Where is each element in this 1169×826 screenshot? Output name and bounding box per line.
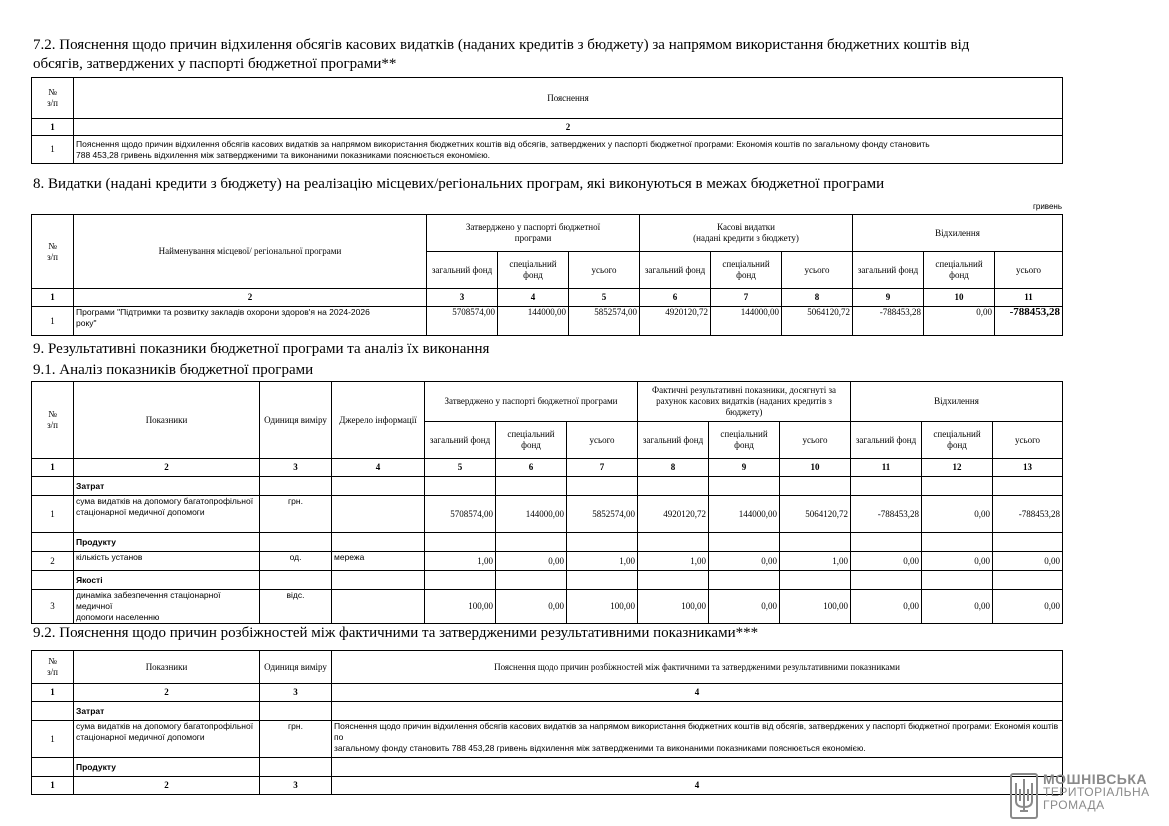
col-number: 11 bbox=[995, 289, 1063, 307]
table-row bbox=[32, 307, 1063, 336]
value-cell: 5708574,00 bbox=[425, 496, 496, 533]
header-explanation: Пояснення щодо причин розбіжностей між фактичними та затвердженими результативними показниками bbox=[332, 651, 1063, 684]
header-general-fund: загальний фонд bbox=[853, 252, 924, 289]
col-number: 8 bbox=[638, 459, 709, 477]
header-total: усього bbox=[782, 252, 853, 289]
section-7-2-title: 7.2. Пояснення щодо причин відхилення обсягів касових видатків (наданих кредитів з бюджету) за напрямом використання бюджетних коштів від обсягів, затверджених у паспорті бюджетної програми** bbox=[33, 37, 970, 72]
value-cell: 0,00 bbox=[993, 552, 1063, 571]
row-number: 1 bbox=[32, 721, 74, 758]
header-total: усього bbox=[569, 252, 640, 289]
row-number: 3 bbox=[32, 590, 74, 624]
col-number: 3 bbox=[260, 459, 332, 477]
value-cell: 0,00 bbox=[709, 552, 780, 571]
col-number: 2 bbox=[74, 459, 260, 477]
value-cell: 5852574,00 bbox=[569, 307, 640, 336]
group-row bbox=[32, 758, 1063, 777]
col-number: 3 bbox=[260, 684, 332, 702]
header-special-fund: спеціальний фонд bbox=[496, 422, 567, 459]
value-cell: 5064120,72 bbox=[780, 496, 851, 533]
col-number: 7 bbox=[567, 459, 638, 477]
table-row bbox=[32, 496, 1063, 533]
value-cell: 144000,00 bbox=[498, 307, 569, 336]
row-number: 1 bbox=[32, 307, 74, 336]
header-special-fund: спеціальний фонд bbox=[711, 252, 782, 289]
col-number: 9 bbox=[709, 459, 780, 477]
col-number: 2 bbox=[74, 289, 427, 307]
header-special-fund: спеціальний фонд bbox=[709, 422, 780, 459]
value-cell: 0,00 bbox=[709, 590, 780, 624]
value-cell: 0,00 bbox=[851, 590, 922, 624]
group-label: Затрат bbox=[74, 702, 260, 721]
section-8-title: 8. Видатки (надані кредити з бюджету) на реалізацію місцевих/регіональних програм, які виконуються в межах бюджетної програми bbox=[33, 176, 885, 192]
col-number: 3 bbox=[260, 777, 332, 795]
header-unit: Одиниця виміру bbox=[260, 382, 332, 459]
section-9-2-title: 9.2. Пояснення щодо причин розбіжностей між фактичними та затвердженими результативними показниками*** bbox=[33, 625, 759, 641]
value-cell: 144000,00 bbox=[709, 496, 780, 533]
group-row bbox=[32, 533, 1063, 552]
indicator-name: динаміка забезпечення стаціонарної медичної допомоги населенню bbox=[74, 590, 260, 624]
header-total: усього bbox=[780, 422, 851, 459]
header-general-fund: загальний фонд bbox=[427, 252, 498, 289]
group-row bbox=[32, 477, 1063, 496]
group-row bbox=[32, 702, 1063, 721]
col-number: 2 bbox=[74, 119, 1063, 136]
col-number: 2 bbox=[74, 684, 260, 702]
header-source: Джерело інформації bbox=[332, 382, 425, 459]
col-number: 4 bbox=[498, 289, 569, 307]
col-number: 1 bbox=[32, 289, 74, 307]
value-cell: 1,00 bbox=[567, 552, 638, 571]
indicator-name: кількість установ bbox=[74, 552, 260, 571]
community-logo bbox=[1010, 771, 1160, 821]
value-cell: 4920120,72 bbox=[638, 496, 709, 533]
value-cell: 100,00 bbox=[567, 590, 638, 624]
table-8 bbox=[31, 214, 1063, 336]
indicator-unit: грн. bbox=[260, 721, 332, 758]
col-number: 10 bbox=[924, 289, 995, 307]
row-number: 1 bbox=[32, 496, 74, 533]
col-number: 1 bbox=[32, 684, 74, 702]
col-number: 11 bbox=[851, 459, 922, 477]
col-number: 2 bbox=[74, 777, 260, 795]
value-cell: -788453,28 bbox=[851, 496, 922, 533]
col-number: 4 bbox=[332, 684, 1063, 702]
group-label: Продукту bbox=[74, 533, 260, 552]
value-cell: 1,00 bbox=[638, 552, 709, 571]
table-9-2 bbox=[31, 650, 1063, 795]
col-number: 4 bbox=[332, 459, 425, 477]
indicator-source bbox=[332, 496, 425, 533]
value-cell: -788453,28 bbox=[995, 307, 1063, 336]
header-indicators: Показники bbox=[74, 382, 260, 459]
logo-line-3: ГРОМАДА bbox=[1043, 798, 1105, 812]
header-approved: Затверджено у паспорті бюджетної програми bbox=[425, 382, 638, 422]
table-7-2 bbox=[31, 77, 1063, 164]
header-general-fund: загальний фонд bbox=[425, 422, 496, 459]
value-cell: 144000,00 bbox=[496, 496, 567, 533]
group-row bbox=[32, 571, 1063, 590]
value-cell: 5708574,00 bbox=[427, 307, 498, 336]
header-cash: Касові видатки (надані кредити з бюджету) bbox=[640, 215, 853, 252]
col-number: 6 bbox=[640, 289, 711, 307]
value-cell: 0,00 bbox=[496, 590, 567, 624]
trident-icon bbox=[1010, 773, 1038, 819]
group-label: Якості bbox=[74, 571, 260, 590]
table-row bbox=[32, 721, 1063, 758]
value-cell: 100,00 bbox=[780, 590, 851, 624]
header-no: № з/п bbox=[32, 651, 74, 684]
header-special-fund: спеціальний фонд bbox=[498, 252, 569, 289]
indicator-source bbox=[332, 590, 425, 624]
header-total: усього bbox=[993, 422, 1063, 459]
section-9-1-title: 9.1. Аналіз показників бюджетної програми bbox=[33, 362, 314, 378]
value-cell: 0,00 bbox=[851, 552, 922, 571]
indicator-name: сума видатків на допомогу багатопрофільної стаціонарної медичної допомоги bbox=[74, 496, 260, 533]
header-general-fund: загальний фонд bbox=[638, 422, 709, 459]
header-no: № з/п bbox=[32, 382, 74, 459]
logo-line-2: ТЕРИТОРІАЛЬНА bbox=[1043, 785, 1150, 799]
header-explanation: Пояснення bbox=[74, 78, 1063, 119]
header-deviation: Відхилення bbox=[851, 382, 1063, 422]
header-total: усього bbox=[567, 422, 638, 459]
value-cell: 5852574,00 bbox=[567, 496, 638, 533]
header-program-name: Найменування місцевої/ регіональної програми bbox=[74, 215, 427, 289]
indicator-unit: од. bbox=[260, 552, 332, 571]
header-general-fund: загальний фонд bbox=[640, 252, 711, 289]
col-number: 5 bbox=[425, 459, 496, 477]
col-number: 3 bbox=[427, 289, 498, 307]
header-unit: Одиниця виміру bbox=[260, 651, 332, 684]
header-no: № з/п bbox=[32, 78, 74, 119]
table-row bbox=[32, 552, 1063, 571]
indicator-source: мережа bbox=[332, 552, 425, 571]
value-cell: 5064120,72 bbox=[782, 307, 853, 336]
table-row bbox=[32, 136, 1063, 164]
value-cell: 0,00 bbox=[922, 590, 993, 624]
value-cell: -788453,28 bbox=[853, 307, 924, 336]
value-cell: 0,00 bbox=[496, 552, 567, 571]
header-total: усього bbox=[995, 252, 1063, 289]
group-label: Затрат bbox=[74, 477, 260, 496]
value-cell: 1,00 bbox=[780, 552, 851, 571]
indicator-name: сума видатків на допомогу багатопрофільної стаціонарної медичної допомоги bbox=[74, 721, 260, 758]
row-number: 1 bbox=[32, 136, 74, 164]
value-cell: 100,00 bbox=[638, 590, 709, 624]
table-9-1 bbox=[31, 381, 1063, 624]
col-number: 1 bbox=[32, 459, 74, 477]
col-number: 5 bbox=[569, 289, 640, 307]
value-cell: 0,00 bbox=[922, 552, 993, 571]
group-label: Продукту bbox=[74, 758, 260, 777]
value-cell: 0,00 bbox=[922, 496, 993, 533]
table-row bbox=[32, 590, 1063, 624]
program-name: Програми "Підтримки та розвитку закладів охорони здоров'я на 2024-2026 року" bbox=[74, 307, 427, 336]
header-approved: Затверджено у паспорті бюджетної програми bbox=[427, 215, 640, 252]
col-number: 6 bbox=[496, 459, 567, 477]
value-cell: 1,00 bbox=[425, 552, 496, 571]
col-number: 9 bbox=[853, 289, 924, 307]
section-9-title: 9. Результативні показники бюджетної програми та аналіз їх виконання bbox=[33, 341, 490, 357]
logo-line-1: МОШНІВСЬКА bbox=[1043, 771, 1148, 787]
col-number: 8 bbox=[782, 289, 853, 307]
value-cell: 100,00 bbox=[425, 590, 496, 624]
header-actual: Фактичні результативні показники, досягнуті за рахунок касових видатків (наданих кредитів з бюджету) bbox=[638, 382, 851, 422]
header-deviation: Відхилення bbox=[853, 215, 1063, 252]
value-cell: 4920120,72 bbox=[640, 307, 711, 336]
header-indicators: Показники bbox=[74, 651, 260, 684]
col-number: 12 bbox=[922, 459, 993, 477]
header-general-fund: загальний фонд bbox=[851, 422, 922, 459]
explanation-text: Пояснення щодо причин відхилення обсягів касових видатків за напрямом використання бюджетних коштів від обсягів, затверджених у паспорті бюджетної програми: Економія коштів по загальному фонду становить 788 453,28 гривень відхилення між затвердженими та виконаними показниками пояснюється економією. bbox=[74, 136, 1063, 164]
value-cell: -788453,28 bbox=[993, 496, 1063, 533]
col-number: 1 bbox=[32, 119, 74, 136]
currency-unit: гривень bbox=[1032, 202, 1062, 211]
col-number: 1 bbox=[32, 777, 74, 795]
col-number: 10 bbox=[780, 459, 851, 477]
value-cell: 144000,00 bbox=[711, 307, 782, 336]
value-cell: 0,00 bbox=[924, 307, 995, 336]
header-no: № з/п bbox=[32, 215, 74, 289]
explanation-text: Пояснення щодо причин відхилення обсягів касових видатків за напрямом використання бюджетних коштів від обсягів, затверджених у паспорті бюджетної програми: Економія коштів по загальному фонду становить 788 453,28 гривень відхилення між затвердженими та виконаними показниками пояснюється економією. bbox=[332, 721, 1063, 758]
indicator-unit: відс. bbox=[260, 590, 332, 624]
row-number: 2 bbox=[32, 552, 74, 571]
header-special-fund: спеціальний фонд bbox=[924, 252, 995, 289]
value-cell: 0,00 bbox=[993, 590, 1063, 624]
indicator-unit: грн. bbox=[260, 496, 332, 533]
header-special-fund: спеціальний фонд bbox=[922, 422, 993, 459]
col-number: 4 bbox=[332, 777, 1063, 795]
col-number: 13 bbox=[993, 459, 1063, 477]
col-number: 7 bbox=[711, 289, 782, 307]
